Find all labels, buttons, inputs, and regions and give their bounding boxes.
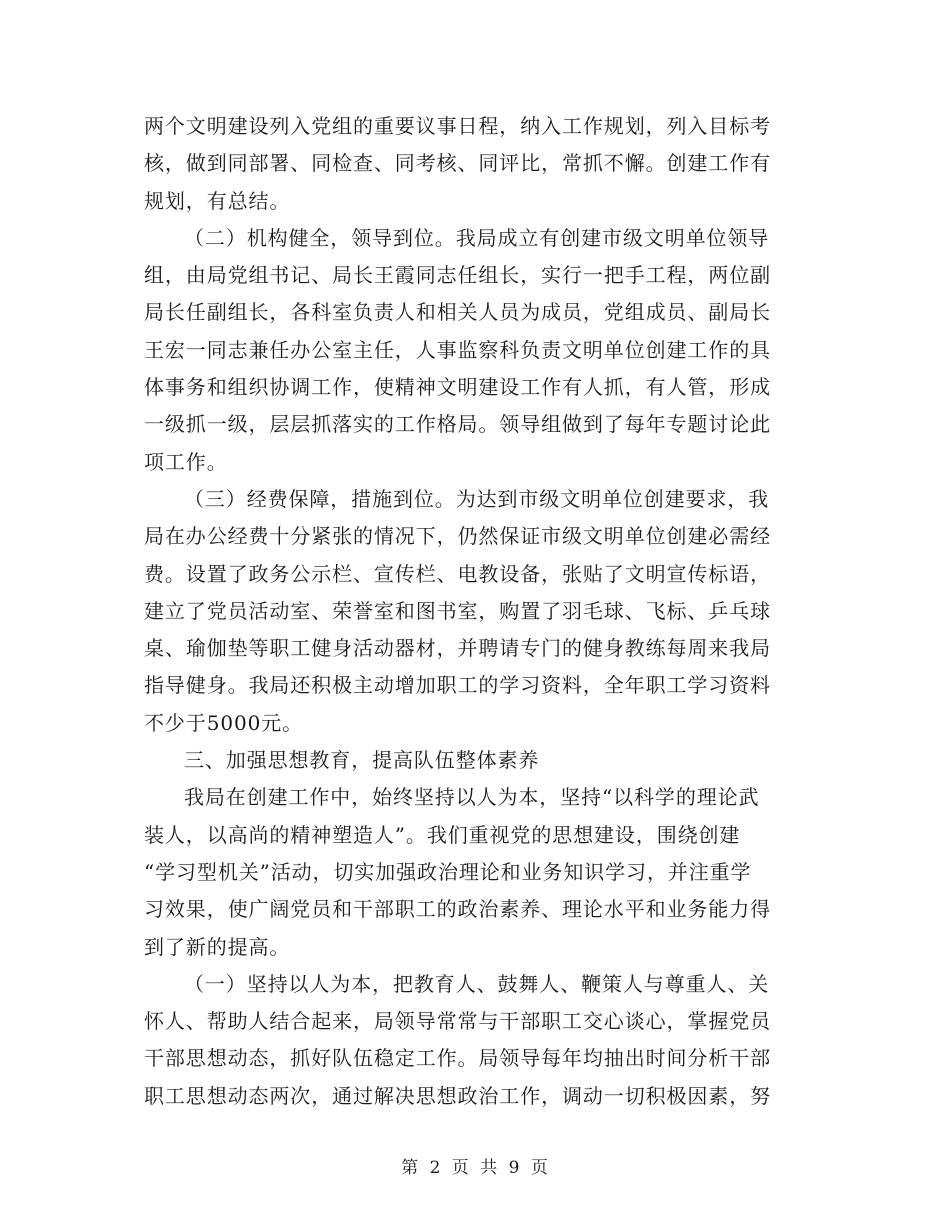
text-line: 体事务和组织协调工作，使精神文明建设工作有人抓，有人管，形成 <box>144 375 771 400</box>
text-line: 两个文明建设列入党组的重要议事日程，纳入工作规划，列入目标考 <box>144 114 771 138</box>
footer-suffix: 页 <box>530 1158 549 1178</box>
text-line: 局长任副组长，各科室负责人和相关人员为成员，党组成员、副局长 <box>144 300 771 325</box>
text-line: 一级抓一级，层层抓落实的工作格局。领导组做到了每年专题讨论此 <box>144 412 771 437</box>
document-body <box>144 108 806 1115</box>
text-line: 指导健身。我局还积极主动增加职工的学习资料，全年职工学习资料 <box>144 673 771 698</box>
section-heading: 三、加强思想教育，提高队伍整体素养 <box>184 748 540 773</box>
text-line: 桌、瑜伽垫等职工健身活动器材，并聘请专门的健身教练每周来我局 <box>144 636 771 661</box>
text-line: 怀人、帮助人结合起来，局领导常常与干部职工交心谈心，掌握党员 <box>144 1009 771 1034</box>
text-line: “学习型机关”活动，切实加强政治理论和业务知识学习，并注重学 <box>144 859 752 884</box>
text-line: 费。设置了政务公示栏、宣传栏、电教设备，张贴了文明宣传标语， <box>144 561 771 586</box>
text-line: 到了新的提高。 <box>144 934 291 959</box>
text-line: 习效果，使广阔党员和干部职工的政治素养、理论水平和业务能力得 <box>144 897 771 922</box>
footer-page-word: 页 <box>451 1158 470 1178</box>
text-line: 组，由局党组书记、局长王霞同志任组长，实行一把手工程，两位副 <box>144 263 771 288</box>
current-page-number: 2 <box>429 1158 442 1178</box>
text-line: 建立了党员活动室、荣誉室和图书室，购置了羽毛球、飞标、乒乓球 <box>144 598 771 623</box>
text-line: 核，做到同部署、同检查、同考核、同评比，常抓不懈。创建工作有 <box>144 151 771 176</box>
footer-total-word: 共 <box>480 1158 499 1178</box>
text-line: （一）坚持以人为本，把教育人、鼓舞人、鞭策人与尊重人、关 <box>184 971 770 996</box>
text-line: （二）机构健全，领导到位。我局成立有创建市级文明单位领导 <box>184 225 770 250</box>
total-pages-number: 9 <box>508 1158 521 1178</box>
text-line: 项工作。 <box>144 449 228 474</box>
text-line: 规划，有总结。 <box>144 188 291 213</box>
text-line: 职工思想动态两次，通过解决思想政治工作，调动一切积极因素，努 <box>144 1083 771 1108</box>
text-line: 我局在创建工作中，始终坚持以人为本，坚持“以科学的理论武 <box>184 785 760 810</box>
text-line: 不少于5000元。 <box>144 710 303 735</box>
page-footer <box>0 1153 950 1178</box>
text-line: 局在办公经费十分紧张的情况下，仍然保证市级文明单位创建必需经 <box>144 524 771 549</box>
text-line: 干部思想动态，抓好队伍稳定工作。局领导每年均抽出时间分析干部 <box>144 1046 771 1071</box>
text-line: （三）经费保障，措施到位。为达到市级文明单位创建要求，我 <box>184 486 770 511</box>
footer-prefix: 第 <box>401 1158 420 1178</box>
text-line: 装人，以高尚的精神塑造人”。我们重视党的思想建设，围绕创建 <box>144 822 741 847</box>
text-line: 王宏一同志兼任办公室主任，人事监察科负责文明单位创建工作的具 <box>144 337 771 362</box>
